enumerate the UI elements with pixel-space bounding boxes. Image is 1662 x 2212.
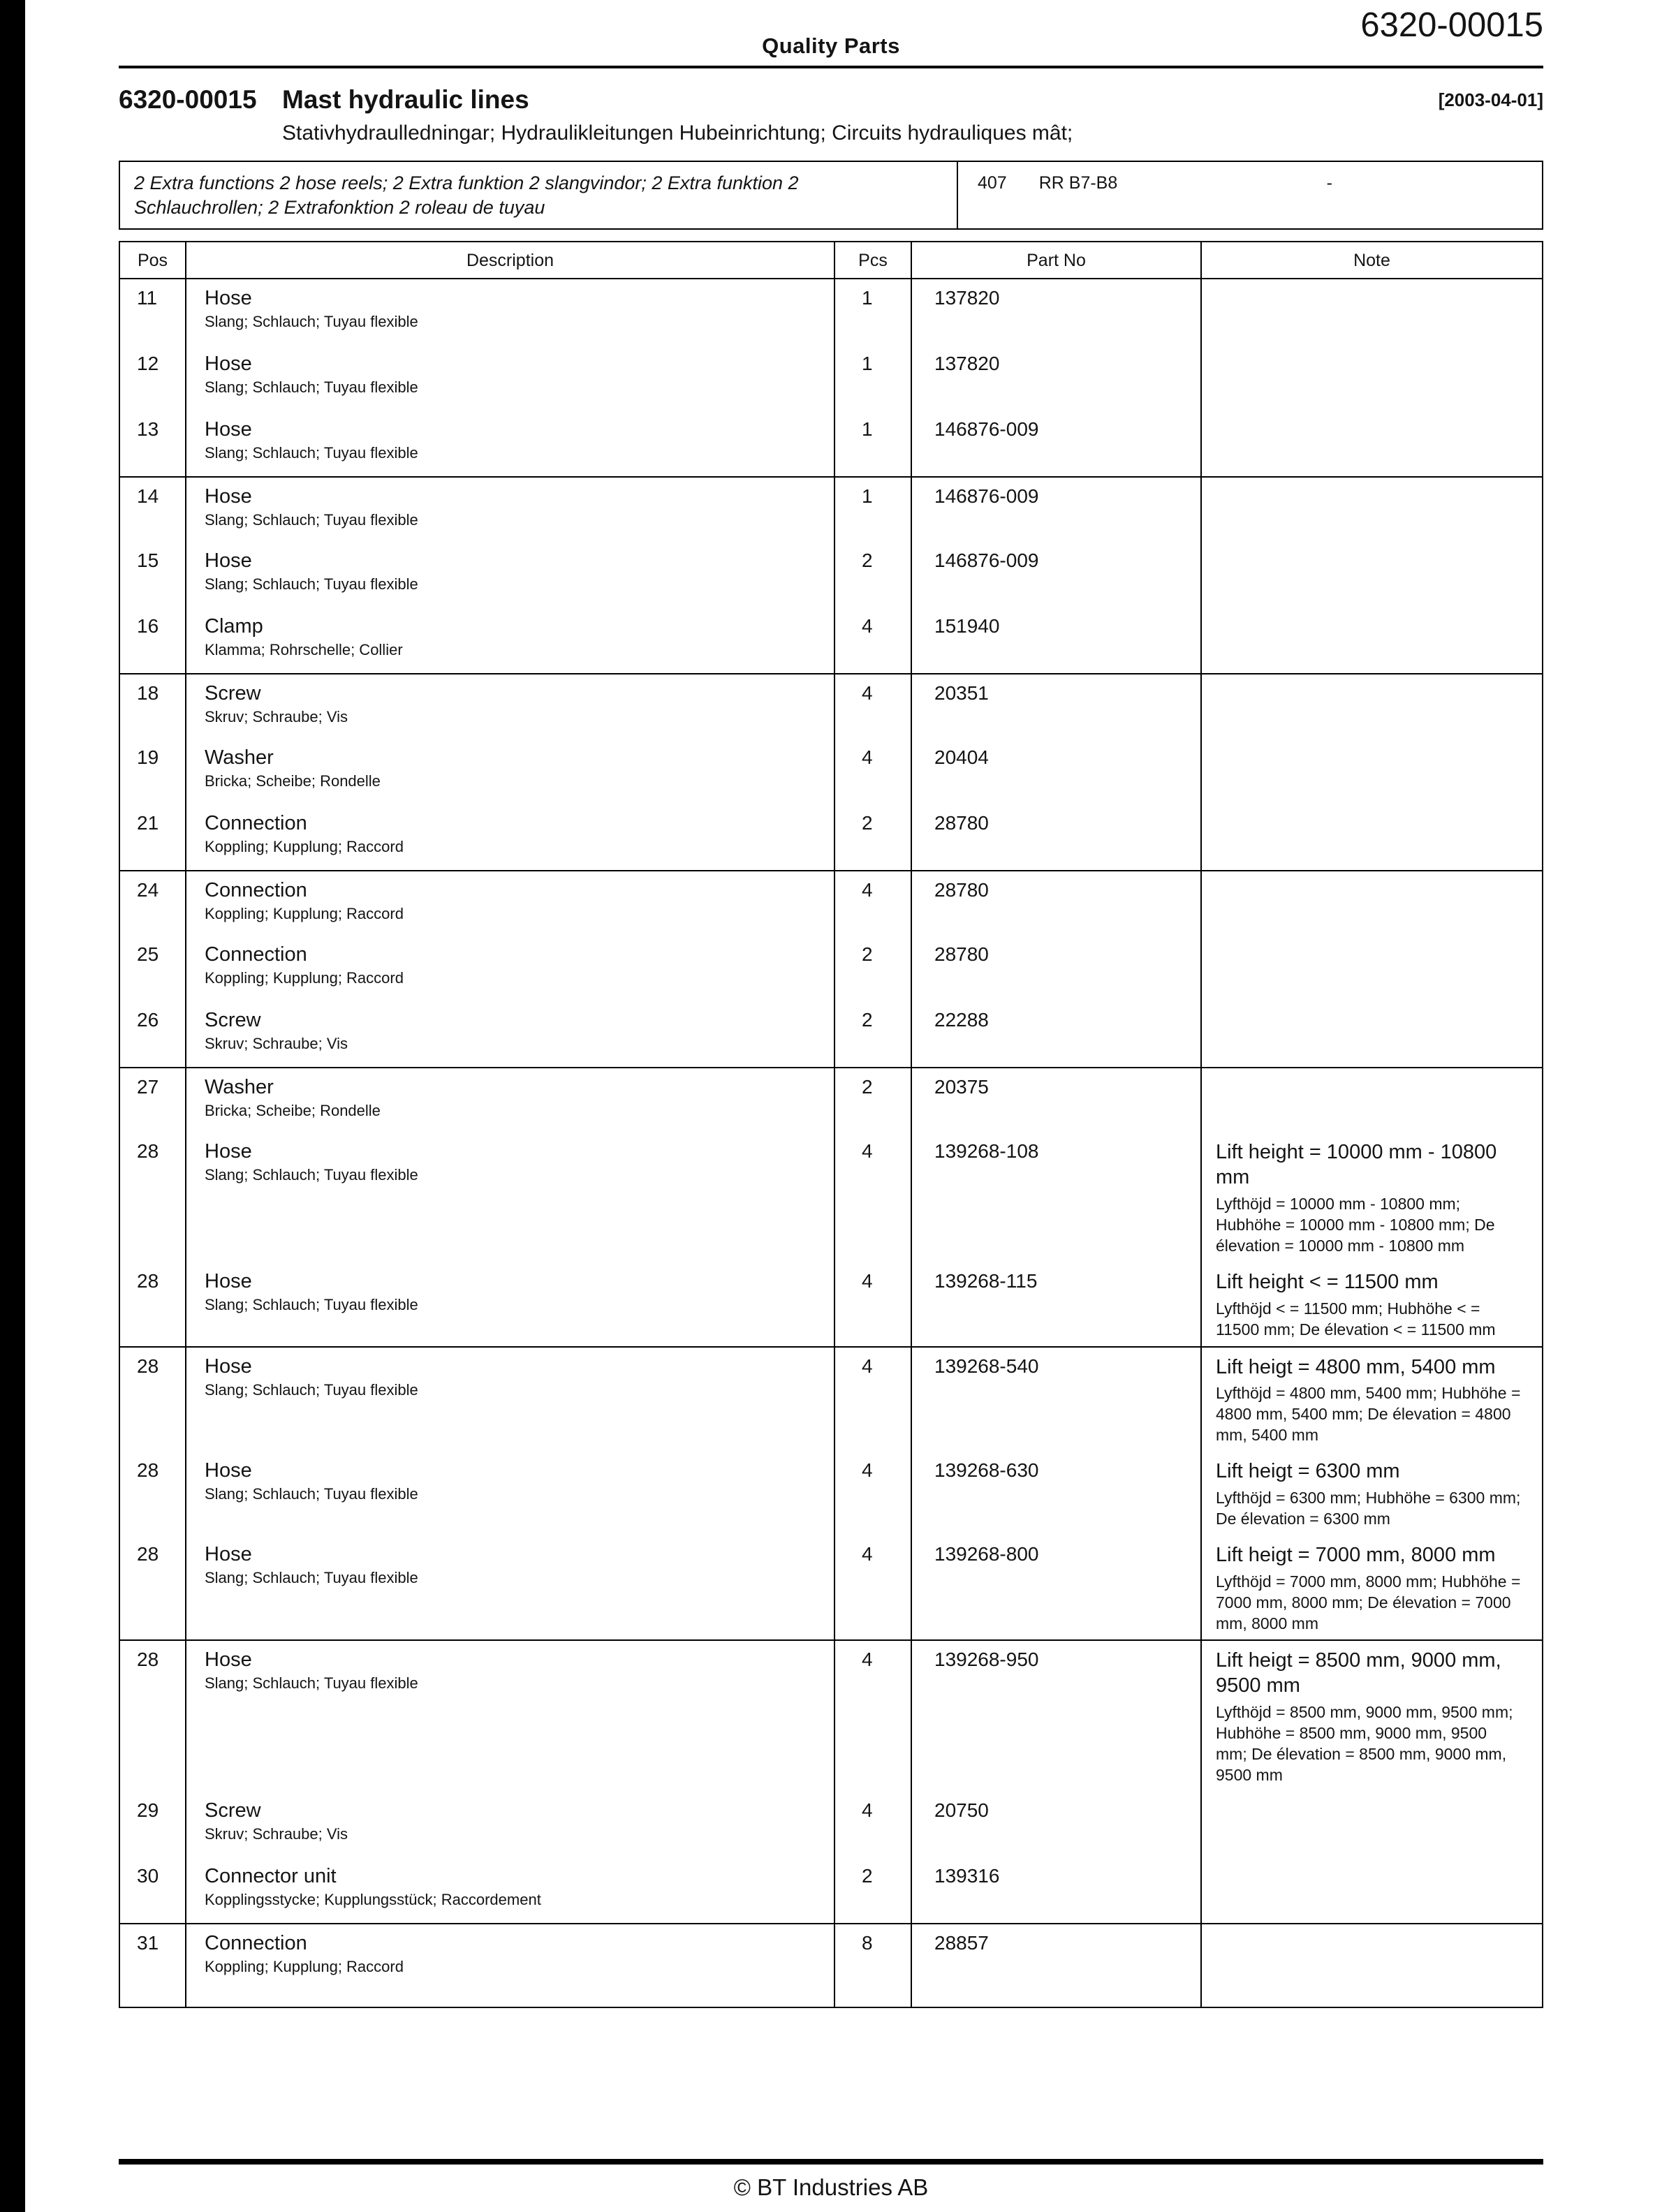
page-subtitle: Stativhydraulledningar; Hydraulikleitungen Hubeinrichtung; Circuits hydrauliques mât; xyxy=(282,121,1073,145)
row-pcs: 1 xyxy=(862,418,873,441)
revision-date: [2003-04-01] xyxy=(1438,89,1543,110)
row-note: Lift heigt = 6300 mm xyxy=(1216,1460,1400,1483)
row-pcs: 4 xyxy=(862,1269,873,1292)
parts-table xyxy=(119,241,1543,2008)
row-pos: 26 xyxy=(137,1009,159,1031)
table-row xyxy=(120,1452,1542,1535)
row-partno: 28780 xyxy=(934,943,989,966)
table-row xyxy=(120,1792,1542,1857)
row-description-translations: Slang; Schlauch; Tuyau flexible xyxy=(205,1166,418,1184)
row-partno: 139268-800 xyxy=(934,1542,1039,1565)
row-pcs: 4 xyxy=(862,746,873,769)
table-row xyxy=(120,1923,1542,2007)
row-pos: 24 xyxy=(137,879,159,901)
table-row xyxy=(120,411,1542,476)
row-pos: 28 xyxy=(137,1459,159,1482)
page-title: Mast hydraulic lines xyxy=(282,85,529,114)
row-pcs: 4 xyxy=(862,1542,873,1565)
table-header-row xyxy=(120,242,1542,279)
row-description: Connection xyxy=(205,943,307,966)
row-partno: 22288 xyxy=(934,1009,989,1031)
row-pos: 28 xyxy=(137,1542,159,1565)
row-description-translations: Skruv; Schraube; Vis xyxy=(205,708,348,726)
table-row xyxy=(120,804,1542,870)
row-partno: 151940 xyxy=(934,615,1000,637)
row-pos: 18 xyxy=(137,682,159,705)
row-partno: 139268-115 xyxy=(934,1269,1038,1292)
table-row xyxy=(120,476,1542,542)
row-description-translations: Klamma; Rohrschelle; Collier xyxy=(205,641,403,659)
row-description-translations: Koppling; Kupplung; Raccord xyxy=(205,969,404,987)
row-description-translations: Slang; Schlauch; Tuyau flexible xyxy=(205,1380,418,1399)
row-pcs: 2 xyxy=(862,1076,873,1098)
page-content xyxy=(119,0,1543,2008)
row-description: Hose xyxy=(205,485,252,508)
variant-description: 2 Extra functions 2 hose reels; 2 Extra funktion 2 slangvindor; 2 Extra funktion 2 Schlauchrollen; 2 Extrafonktion 2 roleau de tuyau xyxy=(120,162,958,228)
row-description-translations: Slang; Schlauch; Tuyau flexible xyxy=(205,511,418,529)
row-description: Hose xyxy=(205,550,252,573)
table-row xyxy=(120,673,1542,739)
row-pos: 21 xyxy=(137,812,159,834)
table-row xyxy=(120,542,1542,607)
row-description-translations: Slang; Schlauch; Tuyau flexible xyxy=(205,1674,418,1693)
row-pos: 14 xyxy=(137,485,159,508)
row-pos: 29 xyxy=(137,1799,159,1821)
row-partno: 146876-009 xyxy=(934,418,1039,441)
table-row xyxy=(120,1857,1542,1923)
document-number-header: 6320-00015 xyxy=(1360,6,1543,44)
row-pcs: 4 xyxy=(862,1140,873,1163)
row-description-translations: Bricka; Scheibe; Rondelle xyxy=(205,1102,381,1120)
table-row xyxy=(120,279,1542,345)
row-description: Hose xyxy=(205,1542,252,1565)
row-partno: 146876-009 xyxy=(934,485,1039,508)
row-partno: 139268-108 xyxy=(934,1140,1039,1163)
row-pcs: 1 xyxy=(862,287,873,309)
row-note-translations: Lyfthöjd = 7000 mm, 8000 mm; Hubhöhe = 7000 mm, 8000 mm; De élevation = 7000 mm, 8000 mm xyxy=(1216,1572,1521,1632)
column-header-note: Note xyxy=(1353,251,1390,271)
brand-title: Quality Parts xyxy=(762,34,900,58)
row-description-translations: Skruv; Schraube; Vis xyxy=(205,1035,348,1053)
row-partno: 139268-630 xyxy=(934,1459,1039,1482)
title-row xyxy=(119,85,1543,115)
row-description: Hose xyxy=(205,1355,252,1378)
row-partno: 20375 xyxy=(934,1076,989,1098)
column-header-partno: Part No xyxy=(912,242,1202,278)
row-description: Washer xyxy=(205,1076,274,1099)
row-partno: 137820 xyxy=(934,287,1000,309)
table-row xyxy=(120,739,1542,804)
row-description: Hose xyxy=(205,287,252,310)
row-note: Lift heigt = 7000 mm, 8000 mm xyxy=(1216,1543,1496,1566)
title-block xyxy=(119,68,1543,145)
row-description-translations: Koppling; Kupplung; Raccord xyxy=(205,905,404,923)
row-description: Screw xyxy=(205,1799,261,1822)
serial-range: - xyxy=(1326,173,1332,193)
row-partno: 137820 xyxy=(934,353,1000,375)
table-row xyxy=(120,1639,1542,1791)
table-row xyxy=(120,607,1542,673)
scan-edge-artifact xyxy=(0,0,25,2212)
row-description-translations: Slang; Schlauch; Tuyau flexible xyxy=(205,1485,418,1503)
row-pos: 27 xyxy=(137,1076,159,1098)
row-description-translations: Skruv; Schraube; Vis xyxy=(205,1824,348,1843)
footer-divider xyxy=(119,2159,1543,2165)
row-pos: 28 xyxy=(137,1140,159,1163)
row-pcs: 4 xyxy=(862,1355,873,1377)
table-row xyxy=(120,1262,1542,1346)
row-note-translations: Lyfthöjd = 4800 mm, 5400 mm; Hubhöhe = 4800 mm, 5400 mm; De élevation = 4800 mm, 5400 mm xyxy=(1216,1384,1521,1445)
row-description-translations: Slang; Schlauch; Tuyau flexible xyxy=(205,1295,418,1313)
row-pcs: 4 xyxy=(862,615,873,637)
row-partno: 146876-009 xyxy=(934,550,1039,572)
row-pcs: 1 xyxy=(862,353,873,375)
row-description: Hose xyxy=(205,353,252,376)
document-number: 6320-00015 xyxy=(119,85,257,114)
row-pcs: 2 xyxy=(862,1864,873,1887)
row-partno: 28780 xyxy=(934,812,989,834)
table-row xyxy=(120,1067,1542,1133)
variant-codes xyxy=(958,162,1542,228)
row-description-translations: Kopplingsstycke; Kupplungsstück; Raccordement xyxy=(205,1890,541,1908)
row-partno: 28857 xyxy=(934,1931,989,1954)
row-description: Connection xyxy=(205,812,307,835)
row-pos: 28 xyxy=(137,1269,159,1292)
row-description-translations: Slang; Schlauch; Tuyau flexible xyxy=(205,575,418,593)
row-note-translations: Lyfthöjd = 8500 mm, 9000 mm, 9500 mm; Hubhöhe = 8500 mm, 9000 mm, 9500 mm; De élevation = 8500 mm, 9000 mm, 9500 mm xyxy=(1216,1703,1513,1785)
row-partno: 20351 xyxy=(934,682,989,705)
page-header xyxy=(119,0,1543,68)
row-pos: 31 xyxy=(137,1931,159,1954)
table-row xyxy=(120,345,1542,411)
row-pos: 28 xyxy=(137,1355,159,1377)
row-pcs: 2 xyxy=(862,1009,873,1031)
table-row xyxy=(120,870,1542,936)
row-description-translations: Slang; Schlauch; Tuyau flexible xyxy=(205,313,418,331)
table-row xyxy=(120,1346,1542,1452)
row-description-translations: Slang; Schlauch; Tuyau flexible xyxy=(205,1568,418,1586)
row-description: Hose xyxy=(205,1459,252,1482)
row-description-translations: Slang; Schlauch; Tuyau flexible xyxy=(205,444,418,462)
row-partno: 20404 xyxy=(934,746,989,769)
row-note: Lift height < = 11500 mm xyxy=(1216,1270,1439,1293)
row-pcs: 2 xyxy=(862,943,873,966)
row-pos: 19 xyxy=(137,746,159,769)
table-row xyxy=(120,1133,1542,1262)
row-partno: 28780 xyxy=(934,879,989,901)
row-pcs: 1 xyxy=(862,485,873,508)
row-pcs: 2 xyxy=(862,812,873,834)
row-pcs: 8 xyxy=(862,1931,873,1954)
column-header-description: Description xyxy=(186,242,835,278)
copyright-notice: © BT Industries AB xyxy=(733,2174,929,2200)
row-pos: 13 xyxy=(137,418,159,441)
row-description: Hose xyxy=(205,1140,252,1163)
row-partno: 139268-950 xyxy=(934,1649,1039,1671)
row-note: Lift heigt = 4800 mm, 5400 mm xyxy=(1216,1355,1496,1378)
row-description: Clamp xyxy=(205,615,263,638)
row-description: Connection xyxy=(205,1931,307,1954)
row-note: Lift heigt = 8500 mm, 9000 mm, 9500 mm xyxy=(1216,1649,1501,1697)
row-description: Hose xyxy=(205,1269,252,1292)
row-description-translations: Koppling; Kupplung; Raccord xyxy=(205,838,404,856)
row-pos: 28 xyxy=(137,1649,159,1671)
row-partno: 139316 xyxy=(934,1864,1000,1887)
row-note-translations: Lyfthöjd = 6300 mm; Hubhöhe = 6300 mm; De élevation = 6300 mm xyxy=(1216,1489,1521,1528)
row-description: Washer xyxy=(205,746,274,769)
row-description: Hose xyxy=(205,418,252,441)
row-partno: 139268-540 xyxy=(934,1355,1039,1377)
row-pos: 12 xyxy=(137,353,159,375)
column-header-pcs: Pcs xyxy=(835,242,912,278)
row-pos: 16 xyxy=(137,615,159,637)
row-pos: 11 xyxy=(137,287,158,309)
row-pcs: 4 xyxy=(862,1459,873,1482)
row-description-translations: Bricka; Scheibe; Rondelle xyxy=(205,772,381,790)
row-pos: 15 xyxy=(137,550,159,572)
table-body xyxy=(120,279,1542,2007)
model-code: RR B7-B8 xyxy=(1038,173,1118,193)
table-row xyxy=(120,936,1542,1001)
row-pos: 30 xyxy=(137,1864,159,1887)
row-pcs: 4 xyxy=(862,1799,873,1821)
row-description-translations: Koppling; Kupplung; Raccord xyxy=(205,1957,404,1975)
row-description: Screw xyxy=(205,682,261,705)
row-description: Hose xyxy=(205,1649,252,1672)
table-row xyxy=(120,1535,1542,1640)
row-description: Connector unit xyxy=(205,1864,337,1887)
table-row xyxy=(120,1001,1542,1067)
row-description: Screw xyxy=(205,1009,261,1032)
row-description: Connection xyxy=(205,879,307,902)
row-pcs: 4 xyxy=(862,879,873,901)
row-pos: 25 xyxy=(137,943,159,966)
row-pcs: 2 xyxy=(862,550,873,572)
variant-info-box xyxy=(119,161,1543,230)
row-pcs: 4 xyxy=(862,682,873,705)
row-description-translations: Slang; Schlauch; Tuyau flexible xyxy=(205,378,418,397)
column-header-pos: Pos xyxy=(120,242,186,278)
variant-code: 407 xyxy=(978,173,1007,193)
row-note-translations: Lyfthöjd < = 11500 mm; Hubhöhe < = 11500 mm; De élevation < = 11500 mm xyxy=(1216,1299,1496,1339)
row-note-translations: Lyfthöjd = 10000 mm - 10800 mm; Hubhöhe = 10000 mm - 10800 mm; De élevation = 10000 mm - 10800 mm xyxy=(1216,1195,1495,1255)
row-note: Lift height = 10000 mm - 10800 mm xyxy=(1216,1141,1497,1189)
row-pcs: 4 xyxy=(862,1649,873,1671)
row-partno: 20750 xyxy=(934,1799,989,1821)
